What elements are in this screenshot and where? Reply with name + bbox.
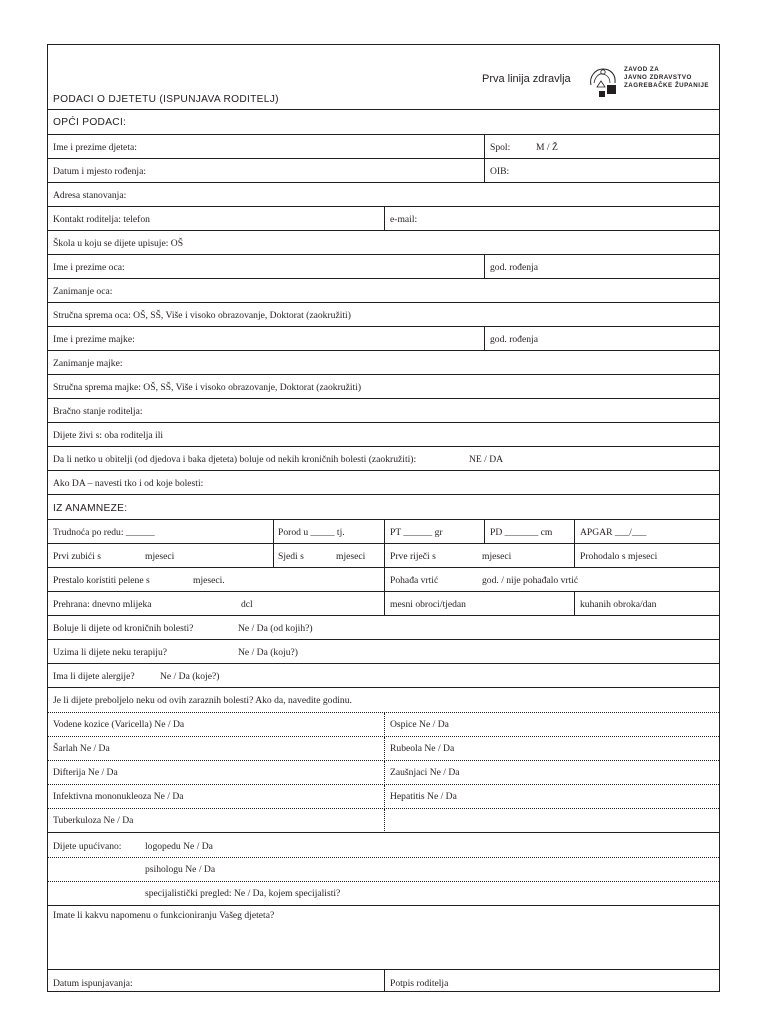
field-sat-unit: mjeseci bbox=[336, 551, 366, 562]
referral-psychologist[interactable]: psihologu Ne / Da bbox=[145, 864, 216, 875]
logo-tagline: Prva linija zdravlja bbox=[482, 73, 571, 85]
disease-varicella[interactable]: Vodene kozice (Varicella) Ne / Da bbox=[53, 719, 185, 730]
referral-speech-therapist[interactable]: logopedu Ne / Da bbox=[145, 841, 213, 852]
row-marital bbox=[48, 398, 719, 423]
field-mother-edu: Stručna sprema majke: OŠ, SŠ, Više i visoko obrazovanje, Doktorat (zaokružiti) bbox=[53, 382, 362, 393]
field-infectious-question: Je li dijete preboljelo neku od ovih zaraznih bolesti? Ako da, navedite godinu. bbox=[53, 695, 352, 706]
row-diapers bbox=[48, 567, 719, 592]
row-disease-1 bbox=[48, 712, 719, 737]
field-first-words-unit: mjeseci bbox=[482, 551, 512, 562]
row-birth-stats bbox=[48, 519, 719, 544]
row-footer bbox=[48, 969, 719, 991]
row-referral-specialist bbox=[48, 881, 719, 906]
field-sat: Sjedi s bbox=[278, 551, 304, 562]
field-mother-birth: god. rođenja bbox=[490, 334, 538, 345]
row-mother-name bbox=[48, 326, 719, 351]
disease-mumps[interactable]: Zaušnjaci Ne / Da bbox=[390, 767, 460, 778]
field-child-name: Ime i prezime djeteta: bbox=[53, 142, 137, 153]
field-apgar: APGAR ___/___ bbox=[580, 527, 647, 538]
field-therapy-options[interactable]: Ne / Da (koju?) bbox=[238, 647, 298, 658]
field-family-disease-options[interactable]: NE / DA bbox=[469, 454, 504, 465]
referral-specialist[interactable]: specijalistički pregled: Ne / Da, kojem specijalisti? bbox=[145, 888, 341, 899]
field-nutrition-unit: dcl bbox=[241, 599, 253, 610]
field-notes: Imate li kakvu napomenu o funkcioniranju Vašeg djeteta? bbox=[53, 910, 275, 921]
field-father-job: Zanimanje oca: bbox=[53, 286, 113, 297]
field-pd: PD _______ cm bbox=[490, 527, 553, 538]
field-cooked: kuhanih obroka/dan bbox=[580, 599, 657, 610]
form-title: PODACI O DJETETU (ISPUNJAVA RODITELJ) bbox=[53, 94, 279, 105]
field-father-birth: god. rođenja bbox=[490, 262, 538, 273]
row-school bbox=[48, 230, 719, 255]
field-sex: Spol: bbox=[490, 142, 511, 153]
field-mother-name: Ime i prezime majke: bbox=[53, 334, 135, 345]
field-father-edu: Stručna sprema oca: OŠ, SŠ, Više i visoko obrazovanje, Doktorat (zaokružiti) bbox=[53, 310, 351, 321]
field-allergy-options[interactable]: Ne / Da (koje?) bbox=[160, 671, 220, 682]
row-disease-4 bbox=[48, 784, 719, 809]
field-parent-phone: Kontakt roditelja: telefon bbox=[53, 214, 150, 225]
field-marital: Bračno stanje roditelja: bbox=[53, 406, 143, 417]
field-diapers: Prestalo koristiti pelene s bbox=[53, 575, 150, 586]
row-disease-2 bbox=[48, 736, 719, 761]
row-therapy bbox=[48, 639, 719, 664]
row-allergy bbox=[48, 663, 719, 688]
row-family-disease bbox=[48, 446, 719, 471]
institution-name: ZAVOD ZA JAVNO ZDRAVSTVO ZAGREBAČKE ŽUPANIJE bbox=[624, 66, 710, 89]
disease-rubella[interactable]: Rubeola Ne / Da bbox=[390, 743, 455, 754]
row-referral-speech bbox=[48, 832, 719, 857]
field-address: Adresa stanovanja: bbox=[53, 190, 127, 201]
field-oib: OIB: bbox=[490, 166, 510, 177]
row-father-job bbox=[48, 278, 719, 303]
field-father-name: Ime i prezime oca: bbox=[53, 262, 125, 273]
row-infectious-question bbox=[48, 687, 719, 712]
disease-tuberculosis[interactable]: Tuberkuloza Ne / Da bbox=[53, 815, 134, 826]
disease-scarlet-fever[interactable]: Šarlah Ne / Da bbox=[53, 743, 110, 754]
row-if-yes bbox=[48, 470, 719, 495]
disease-diphtheria[interactable]: Difterija Ne / Da bbox=[53, 767, 118, 778]
row-nutrition bbox=[48, 591, 719, 616]
section-general-title: OPĆI PODACI: bbox=[53, 117, 127, 128]
child-data-form bbox=[47, 44, 720, 992]
field-family-disease: Da li netko u obitelji (od djedova i baka djeteta) boluje od nekih kroničnih bolesti (zaokružiti): bbox=[53, 454, 417, 465]
field-walked: Prohodalo s mjeseci bbox=[580, 551, 658, 562]
field-if-yes: Ako DA – navesti tko i od koje bolesti: bbox=[53, 478, 204, 489]
row-disease-3 bbox=[48, 760, 719, 785]
row-father-edu bbox=[48, 302, 719, 327]
section-general-row bbox=[48, 109, 719, 134]
row-development bbox=[48, 543, 719, 568]
field-lives-with: Dijete živi s: oba roditelja ili bbox=[53, 430, 164, 441]
row-contact bbox=[48, 206, 719, 231]
row-disease-5 bbox=[48, 808, 719, 833]
field-mother-job: Zanimanje majke: bbox=[53, 358, 123, 369]
field-kindergarten: Pohađa vrtić bbox=[390, 575, 439, 586]
field-diapers-unit: mjeseci. bbox=[193, 575, 225, 586]
row-chronic bbox=[48, 615, 719, 640]
row-referral-psych bbox=[48, 857, 719, 882]
field-email: e-mail: bbox=[390, 214, 418, 225]
field-date: Datum ispunjavanja: bbox=[53, 978, 133, 989]
field-meat: mesni obroci/tjedan bbox=[390, 599, 466, 610]
field-first-words: Prve riječi s bbox=[390, 551, 436, 562]
row-child-name bbox=[48, 134, 719, 159]
row-address bbox=[48, 182, 719, 207]
field-first-teeth-unit: mjeseci bbox=[145, 551, 175, 562]
field-nutrition: Prehrana: dnevno mlijeka bbox=[53, 599, 152, 610]
field-birth: Datum i mjesto rođenja: bbox=[53, 166, 146, 177]
field-chronic: Boluje li dijete od kroničnih bolesti? bbox=[53, 623, 194, 634]
row-mother-job bbox=[48, 350, 719, 375]
field-sex-options[interactable]: M / Ž bbox=[536, 142, 558, 153]
field-referral-label: Dijete upućivano: bbox=[53, 841, 122, 852]
row-father-name bbox=[48, 254, 719, 279]
disease-measles[interactable]: Ospice Ne / Da bbox=[390, 719, 449, 730]
row-birth bbox=[48, 158, 719, 183]
disease-mononucleosis[interactable]: Infektivna mononukleoza Ne / Da bbox=[53, 791, 184, 802]
disease-hepatitis[interactable]: Hepatitis Ne / Da bbox=[390, 791, 457, 802]
row-notes bbox=[48, 905, 719, 970]
field-therapy: Uzima li dijete neku terapiju? bbox=[53, 647, 168, 658]
field-first-teeth: Prvi zubići s bbox=[53, 551, 101, 562]
field-school: Škola u koju se dijete upisuje: OŠ bbox=[53, 238, 184, 249]
section-history-title: IZ ANAMNEZE: bbox=[53, 503, 128, 514]
field-birth-week: Porod u _____ tj. bbox=[278, 527, 345, 538]
field-pt: PT ______ gr bbox=[390, 527, 443, 538]
field-allergy: Ima li dijete alergije? bbox=[53, 671, 135, 682]
field-chronic-options[interactable]: Ne / Da (od kojih?) bbox=[238, 623, 313, 634]
field-kindergarten-options[interactable]: god. / nije pohađalo vrtić bbox=[482, 575, 579, 586]
row-lives-with bbox=[48, 422, 719, 447]
field-signature: Potpis roditelja bbox=[390, 978, 449, 989]
section-history-row bbox=[48, 494, 719, 519]
row-mother-edu bbox=[48, 374, 719, 399]
field-pregnancy: Trudnoća po redu: ______ bbox=[53, 527, 155, 538]
institution-logo-icon bbox=[585, 63, 621, 99]
